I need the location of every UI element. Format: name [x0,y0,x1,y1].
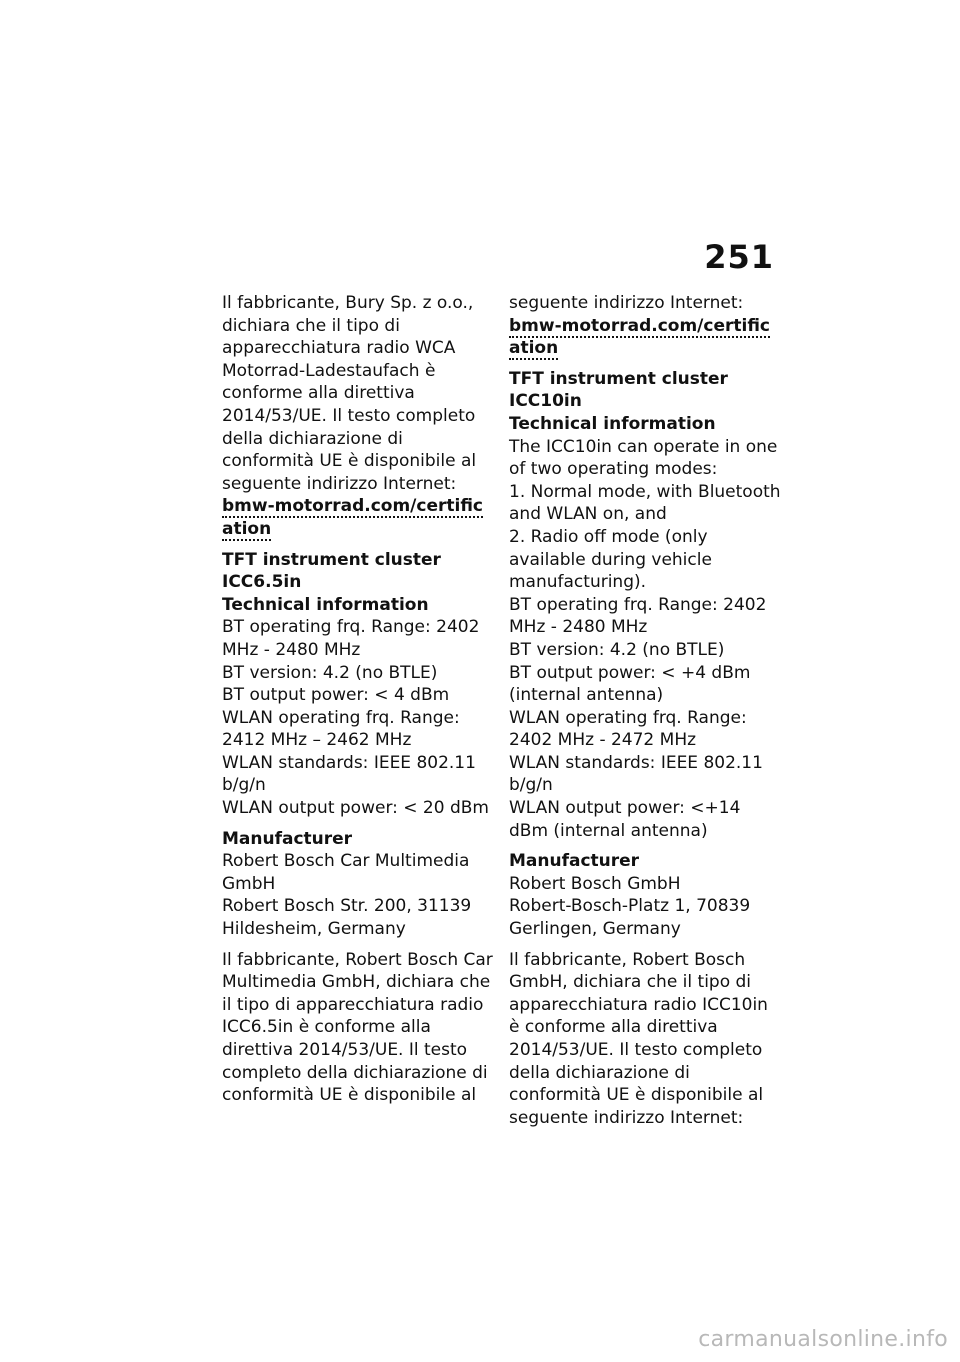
bosch-declaration: Il fabbricante, Robert Bosch Car Multimedia GmbH, dichiara che il tipo di apparecchiatura radio ICC6.5in è conforme alla direttiva 2014/53/UE. Il testo completo della dichiarazione di conformità UE è disponibile al [222,949,493,1106]
certification-link[interactable]: bmw-motorrad.com/certification [222,496,484,539]
left-column [222,292,494,1107]
declaration-continued: seguente indirizzo Internet: [509,293,744,313]
spec-line: WLAN output power: < 20 dBm [222,798,489,819]
right-column [509,292,781,1129]
spec-line: WLAN standards: IEEE 802.11 b/g/n [222,752,476,796]
spec-line: WLAN standards: IEEE 802.11 b/g/n [509,752,763,796]
certification-link[interactable]: bmw-motorrad.com/certification [509,315,771,359]
section-heading-icc65: TFT instrument cluster ICC6.5in [222,549,441,593]
section-heading-icc10: TFT instrument cluster ICC10in [509,368,728,412]
spec-line: WLAN operating frq. Range: 2402 MHz - 2472 MHz [509,707,747,751]
manufacturer-heading: Manufacturer [222,828,353,849]
bosch-declaration: Il fabbricante, Robert Bosch GmbH, dichiara che il tipo di apparecchiatura radio ICC10in è conforme alla direttiva 2014/53/UE. Il testo completo della dichiarazione di conformità UE è disponibile al seguente indirizzo Internet: [509,949,768,1128]
manufacturer-line: Robert-Bosch-Platz 1, 70839 Gerlingen, Germany [509,896,751,940]
spec-line: WLAN operating frq. Range: 2412 MHz – 2462 MHz [222,707,460,751]
manufacturer-line: Robert Bosch Car Multimedia GmbH [222,851,470,894]
spec-line: BT version: 4.2 (no BTLE) [222,662,438,683]
manufacturer-line: Robert Bosch Str. 200, 31139 Hildesheim, Germany [222,896,472,940]
manufacturer-line: Robert Bosch GmbH [509,873,681,894]
spec-line: WLAN output power: <+14 dBm (internal antenna) [509,798,741,841]
spec-line: BT operating frq. Range: 2402 MHz - 2480 MHz [222,617,480,660]
spec-line: BT operating frq. Range: 2402 MHz - 2480 MHz [509,594,767,638]
spec-line: BT version: 4.2 (no BTLE) [509,639,725,660]
technical-info-heading: Technical information [222,594,429,615]
watermark: carmanualsonline.info [698,1327,948,1352]
mode-item: 1. Normal mode, with Bluetooth and WLAN on, and [509,481,781,525]
manufacturer-heading: Manufacturer [509,851,640,872]
page-number: 251 [704,238,774,276]
mode-item: 2. Radio off mode (only available during vehicle manufacturing). [509,526,712,593]
spec-line: BT output power: < +4 dBm (internal antenna) [509,662,751,706]
modes-intro: The ICC10in can operate in one of two operating modes: [509,436,778,480]
spec-line: BT output power: < 4 dBm [222,685,450,706]
technical-info-heading: Technical information [509,413,716,434]
bury-declaration: Il fabbricante, Bury Sp. z o.o., dichiara che il tipo di apparecchiatura radio WCA Motorrad-Ladestaufach è conforme alla direttiva 2014/53/UE. Il testo completo della dichiarazione di conformità UE è disponibile al seguente indirizzo Internet: [222,293,477,494]
